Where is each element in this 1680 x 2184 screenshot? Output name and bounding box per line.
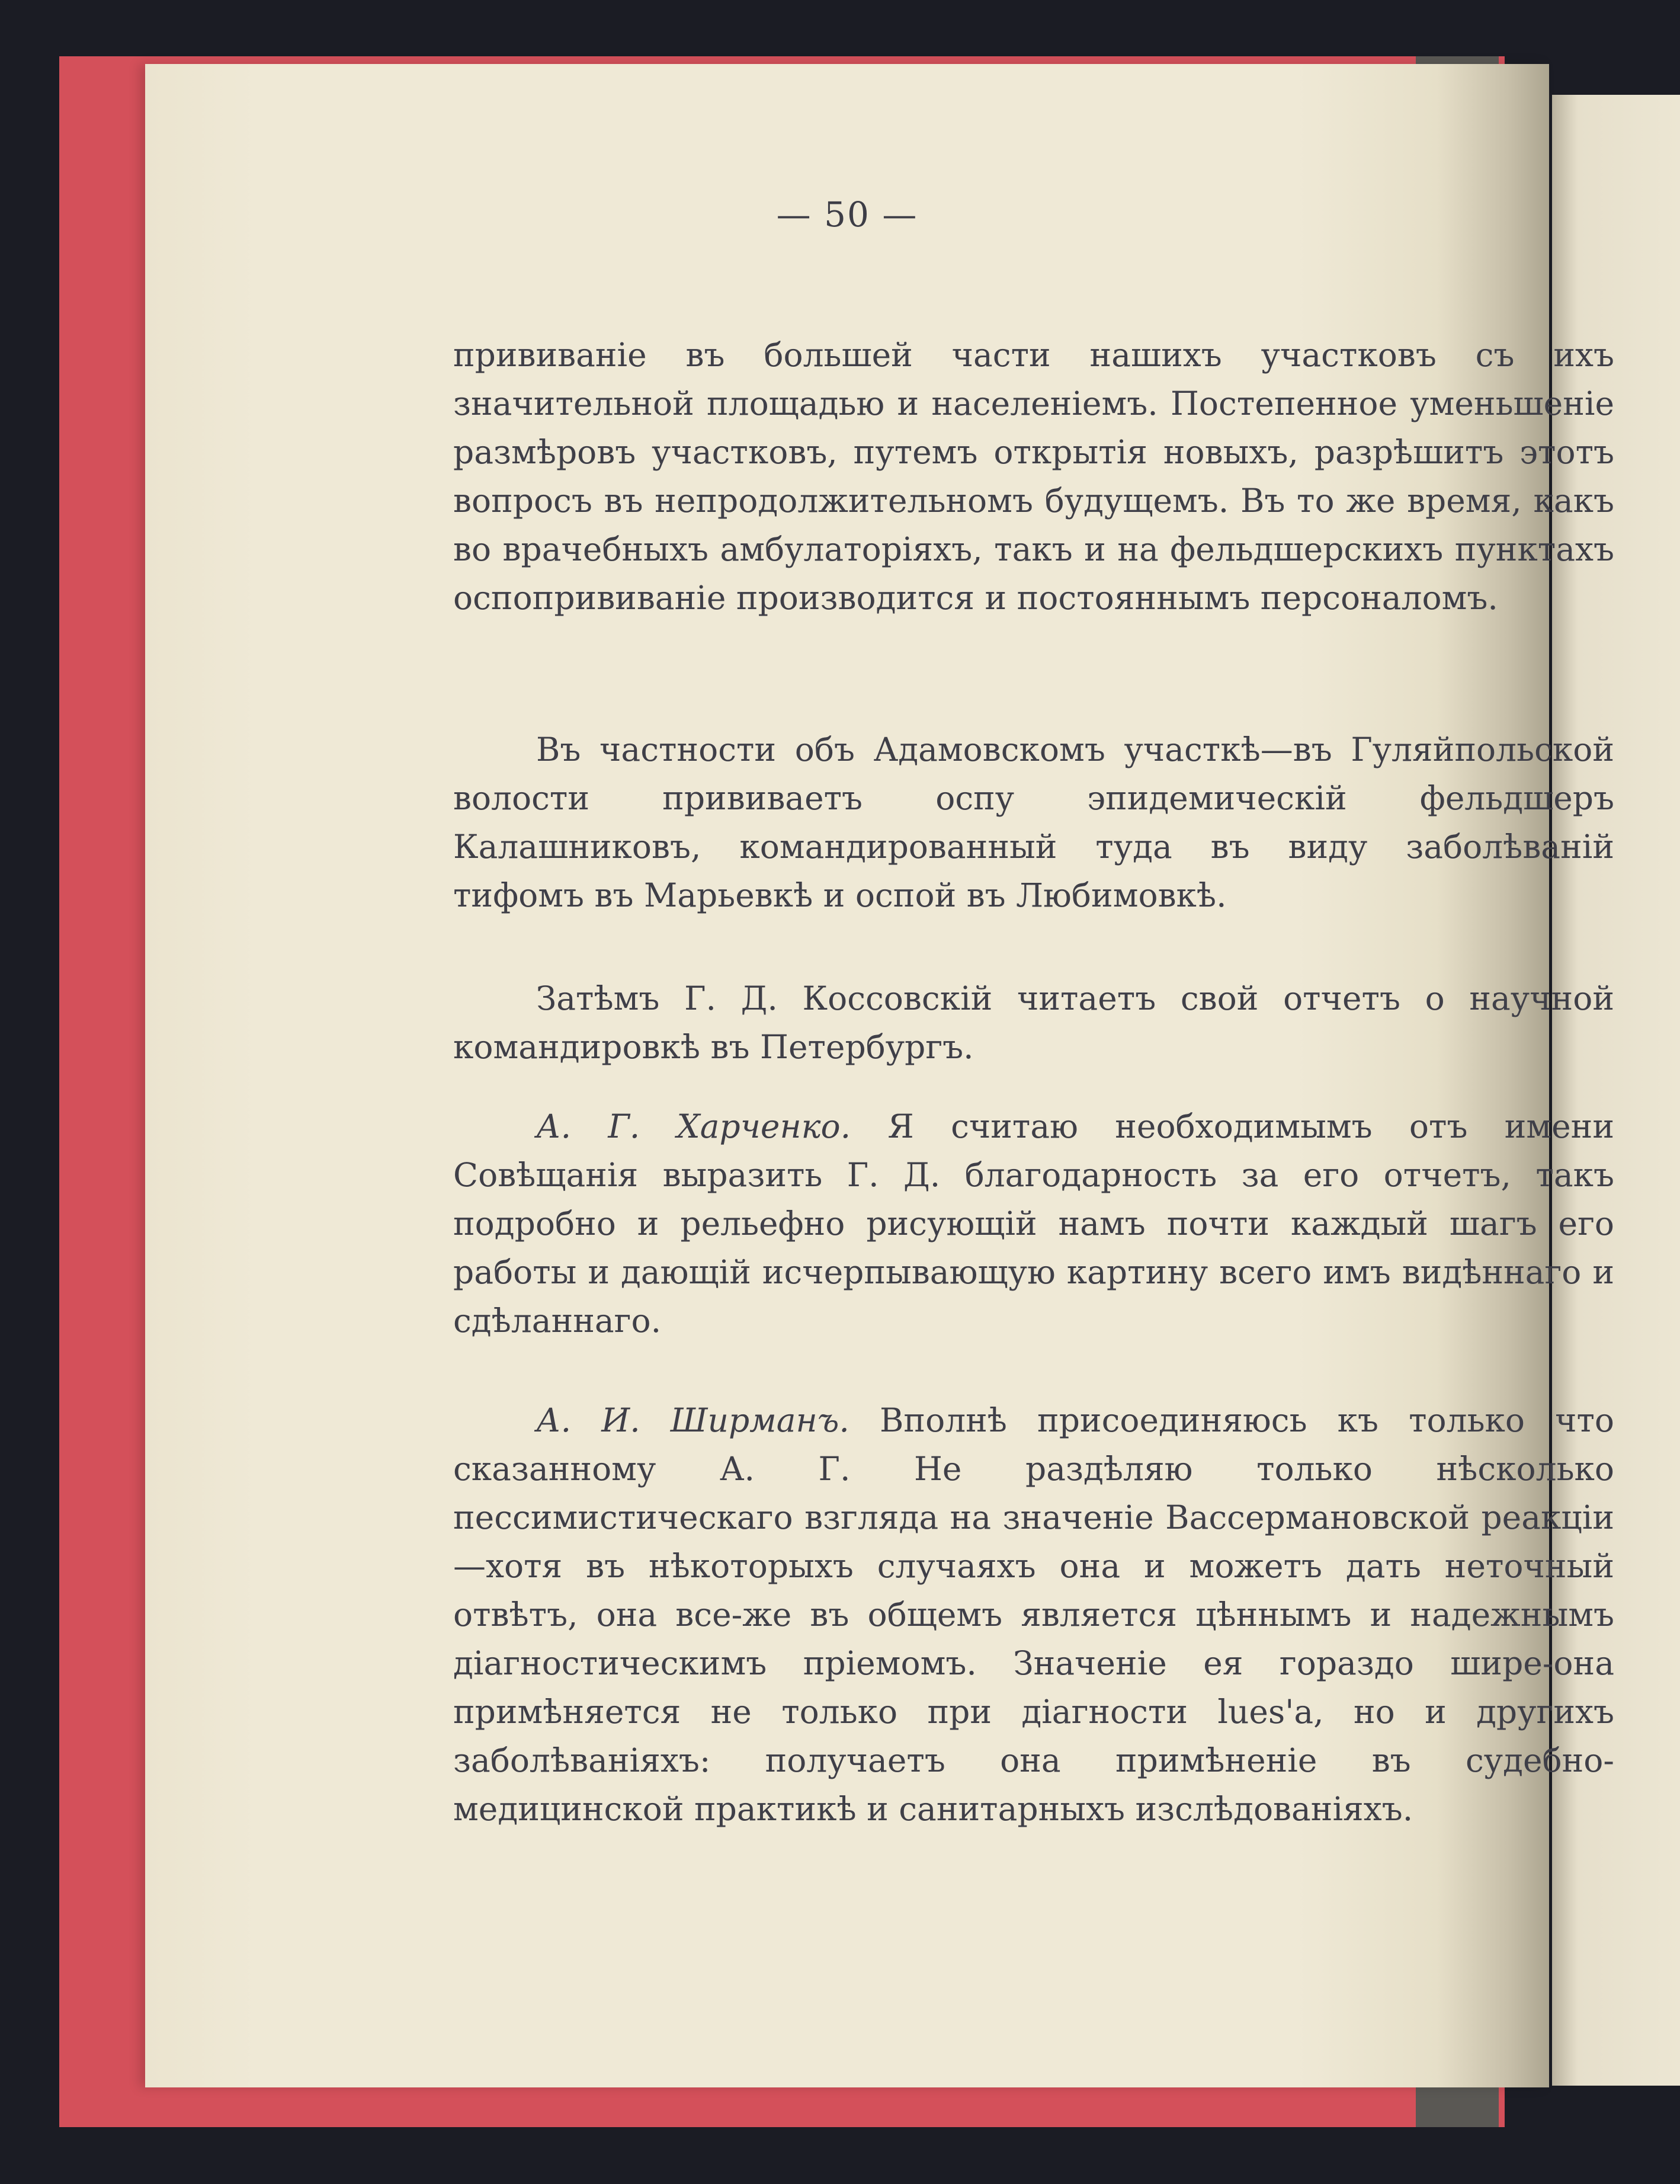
speaker-name: А. Г. Харченко. [536, 1107, 851, 1145]
book-page [145, 64, 1615, 2087]
paragraph-4 [453, 1102, 1614, 1345]
paragraph-1 [453, 331, 1614, 622]
paragraph-text: Затѣмъ Г. Д. Коссовскій читаетъ свой отчетъ о научной командировкѣ въ Петербургъ. [453, 979, 1614, 1066]
paragraph-text: прививаніе въ большей части нашихъ участковъ съ ихъ значительной площадью и населеніемъ. Постепенное уменьшеніе размѣровъ участковъ, путемъ открытія новыхъ, разрѣшитъ этотъ вопросъ въ непродолжительномъ будущемъ. Въ то же время, какъ во врачебныхъ амбулаторіяхъ, такъ и на фельдшерскихъ пунктахъ оспопрививаніе производится и постояннымъ персоналомъ. [453, 336, 1614, 617]
speaker-name: А. И. Ширманъ. [536, 1401, 849, 1439]
paragraph-text: Вполнѣ присоединяюсь къ только что сказанному А. Г. Не раздѣляю только нѣсколько пессимистическаго взгляда на значеніе Вассермановской реакціи—хотя въ нѣкоторыхъ случаяхъ она и можетъ дать неточный отвѣтъ, она все-же въ общемъ является цѣннымъ и надежнымъ діагностическимъ пріемомъ. Значеніе ея гораздо шире-она примѣняется не только при діагности lues'a, но и другихъ заболѣваніяхъ: получаетъ она примѣненіе въ судебно-медицинской практикѣ и санитарныхъ изслѣдованіяхъ. [453, 1401, 1615, 1828]
page-number: — 50 — [776, 194, 918, 235]
paragraph-text: Въ частности объ Адамовскомъ участкѣ—въ Гуляйпольской волости прививаетъ оспу эпидемическій фельдшеръ Калашниковъ, командированный туда въ виду заболѣваній тифомъ въ Марьевкѣ и оспой въ Любимовкѣ. [453, 731, 1614, 914]
paragraph-3 [453, 974, 1614, 1071]
paragraph-2 [453, 725, 1614, 920]
paragraph-5 [453, 1396, 1614, 1833]
paragraph-text: Я считаю необходимымъ отъ имени Совѣщанія выразить Г. Д. благодарность за его отчетъ, такъ подробно и рельефно рисующій намъ почти каждый шагъ его работы и дающій исчерпывающую картину всего имъ видѣннаго и сдѣланнаго. [453, 1107, 1614, 1340]
